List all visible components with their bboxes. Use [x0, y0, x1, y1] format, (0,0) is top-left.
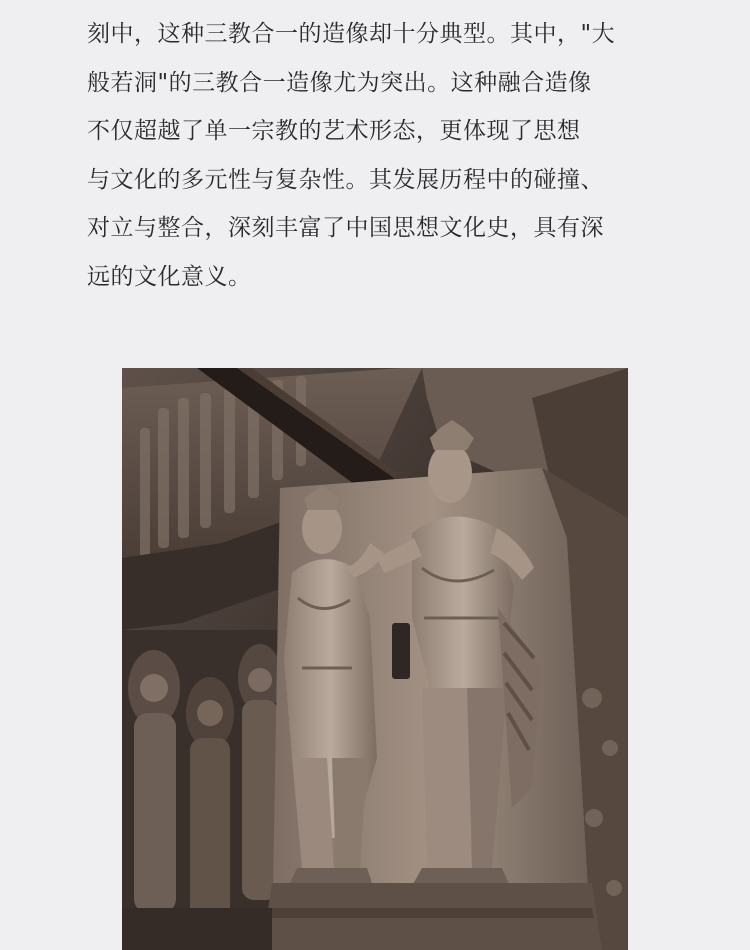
- article-paragraph: [87, 10, 687, 302]
- paragraph-line: 对立与整合，深刻丰富了中国思想文化史，具有深: [87, 215, 604, 242]
- paragraph-line: 不仅超越了单一宗教的艺术形态，更体现了思想: [87, 118, 581, 145]
- paragraph-line: 与文化的多元性与复杂性。其发展历程中的碰撞、: [87, 166, 604, 193]
- paragraph-line: 般若洞"的三教合一造像尤为突出。这种融合造像: [87, 69, 592, 96]
- paragraph-line: 远的文化意义。: [87, 263, 252, 290]
- paragraph-line: 刻中，这种三教合一的造像却十分典型。其中，"大: [87, 21, 616, 47]
- grotto-sculpture-photo: [122, 368, 628, 950]
- sculpture-photo-illustration: [122, 368, 628, 950]
